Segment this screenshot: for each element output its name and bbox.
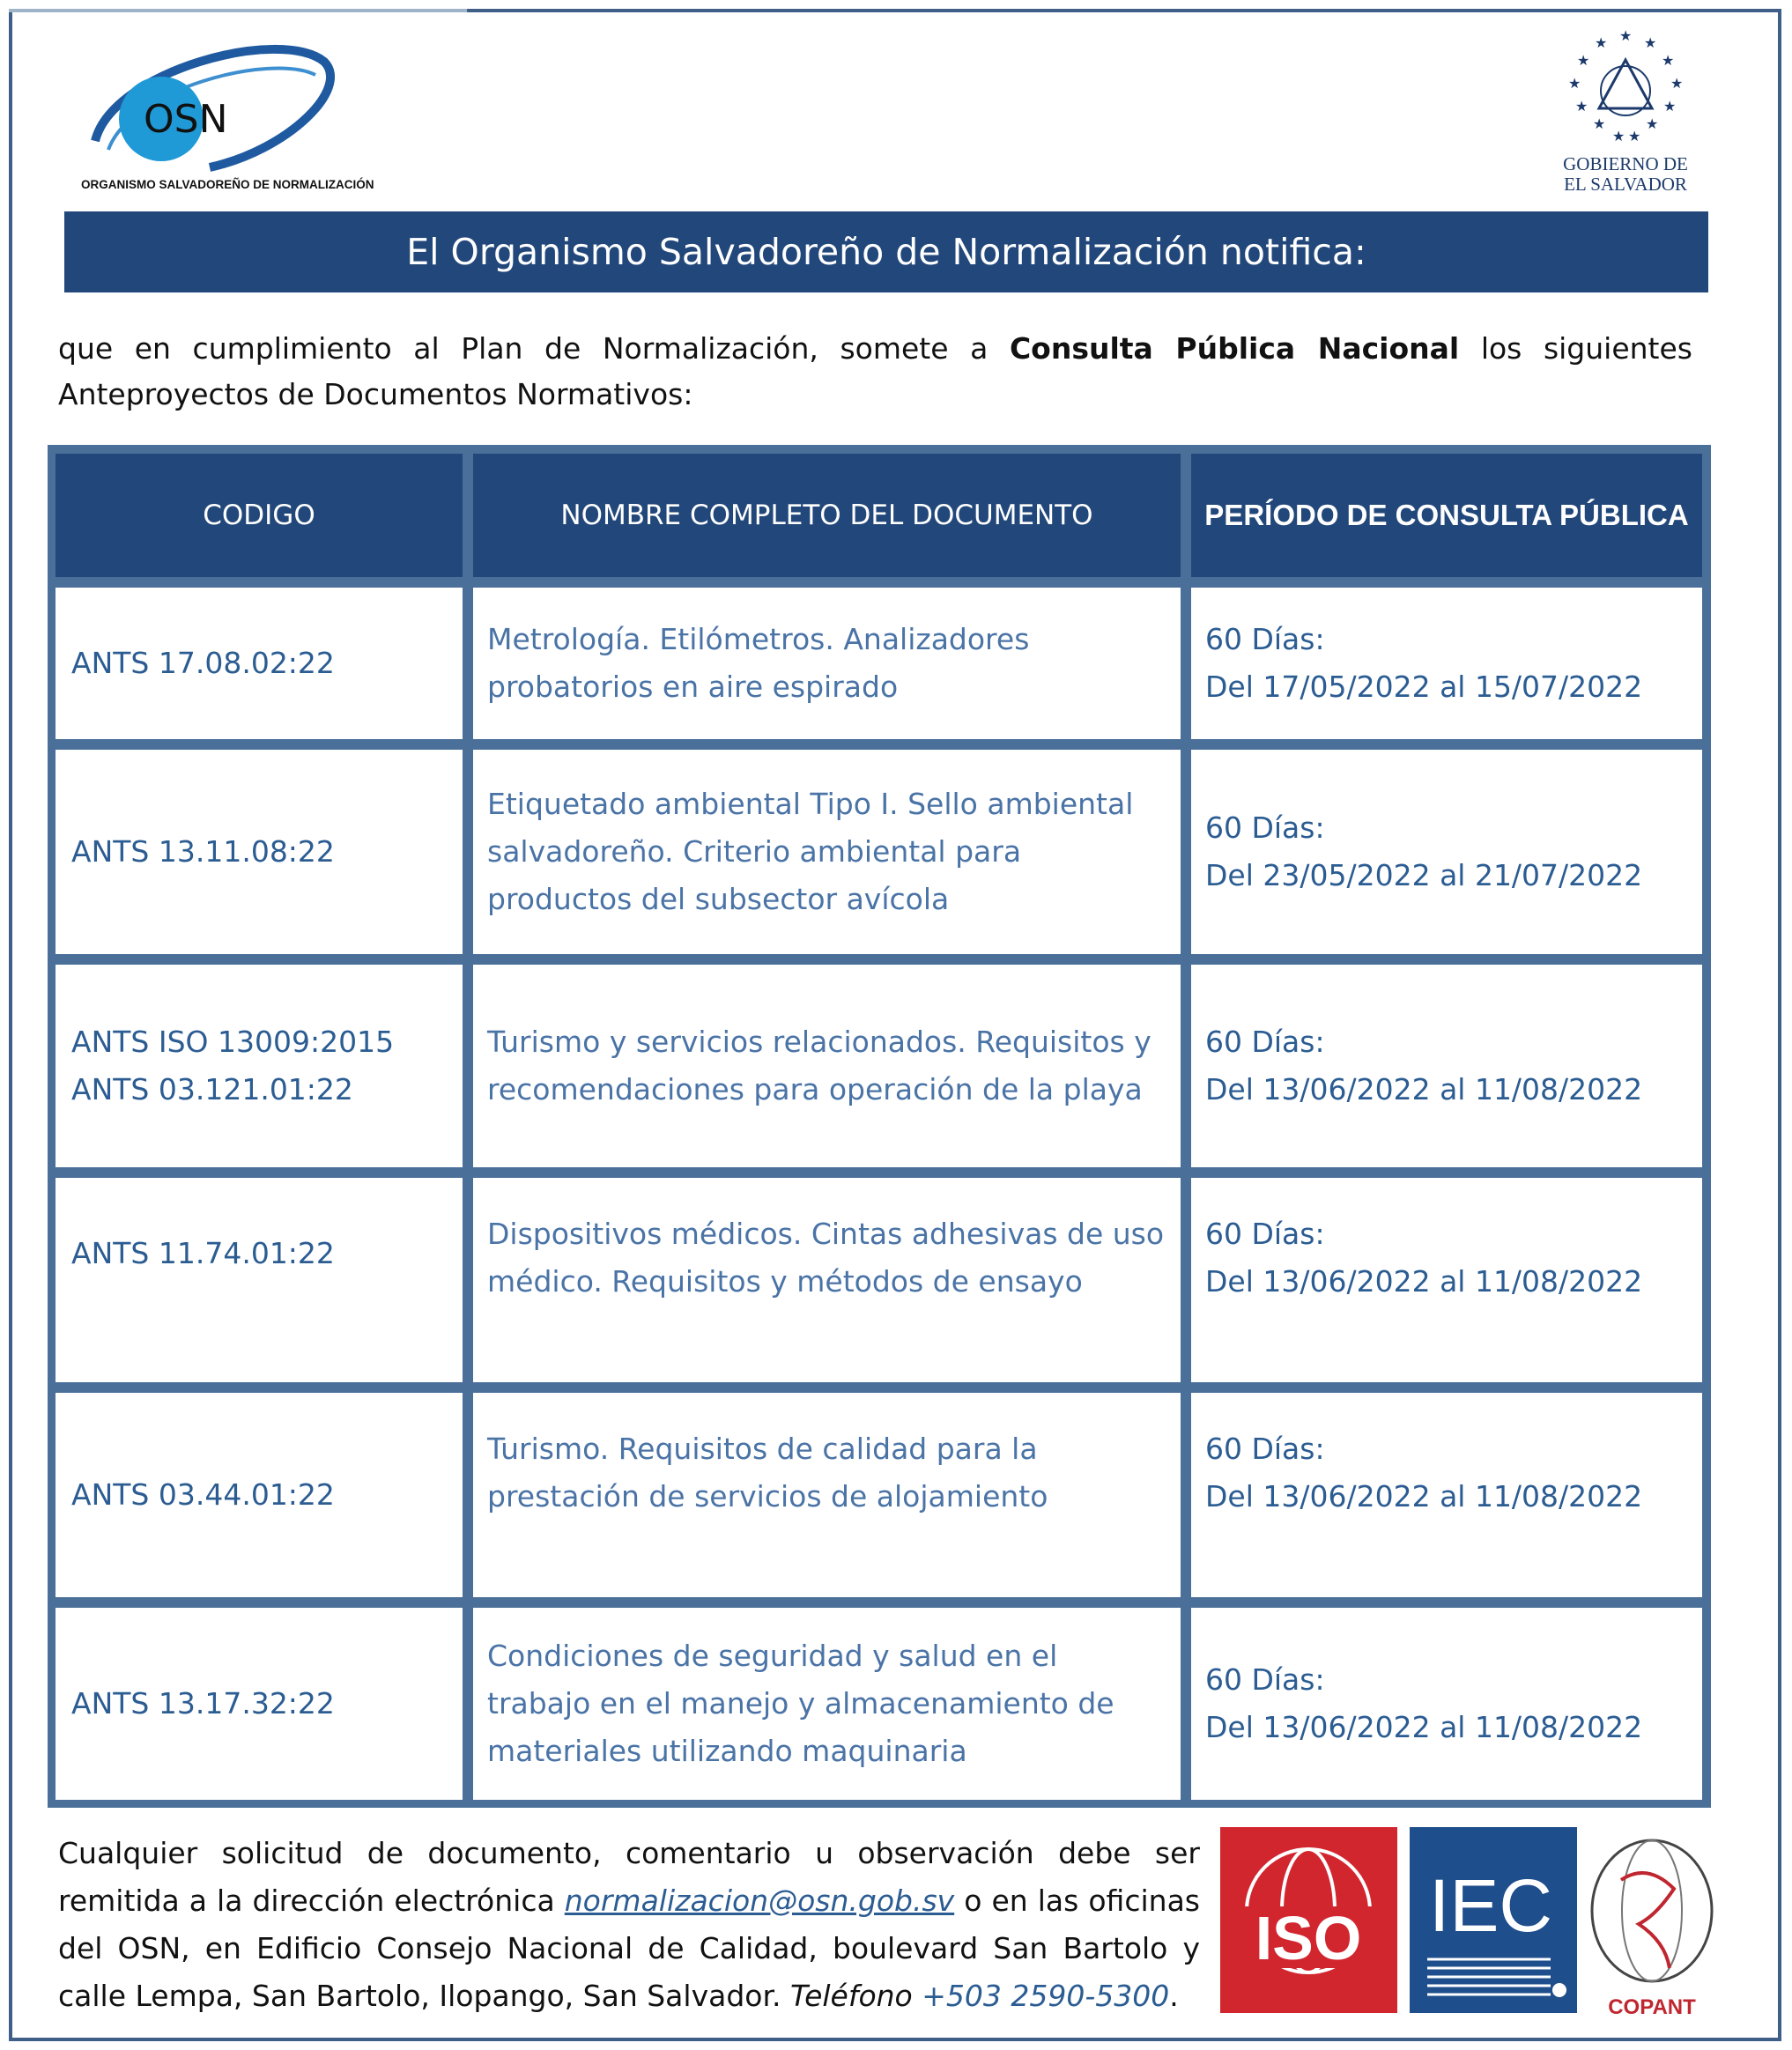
period-days: 60 Días:	[1205, 1217, 1325, 1251]
row-2-period	[1191, 750, 1702, 954]
footer-pre: Cualquier solicitud de documento, comentario u observación debe ser remitida a la dirección electrónica	[58, 1836, 1200, 1918]
code-line: ANTS 13.11.08:22	[71, 834, 335, 869]
code-line: ANTS 13.17.32:22	[71, 1686, 335, 1721]
doc-name: Metrología. Etilómetros. Analizadores probatorios en aire espirado	[487, 622, 1030, 704]
period-days: 60 Días:	[1205, 810, 1325, 845]
row-6-code	[56, 1608, 463, 1800]
row-5-code	[56, 1393, 463, 1597]
svg-text:★: ★	[1619, 27, 1633, 44]
code-line: ANTS 03.44.01:22	[71, 1477, 335, 1512]
header-nombre: NOMBRE COMPLETO DEL DOCUMENTO	[473, 454, 1181, 577]
copant-logo	[1586, 1827, 1718, 2021]
osn-logo-text: OSN	[144, 97, 228, 142]
row-1-period	[1191, 588, 1702, 739]
svg-text:★: ★	[1577, 52, 1590, 69]
row-6-name	[473, 1608, 1181, 1800]
phone-label: Teléfono	[789, 1979, 922, 2013]
doc-name: Turismo y servicios relacionados. Requisitos y recomendaciones para operación de la playa	[487, 1025, 1151, 1106]
iec-logo	[1410, 1827, 1577, 2013]
svg-text:★: ★	[1568, 75, 1581, 92]
svg-text:★: ★	[1593, 115, 1606, 132]
period-dates: Del 13/06/2022 al 11/08/2022	[1205, 1264, 1643, 1299]
email-link[interactable]: normalizacion@osn.gob.sv	[564, 1883, 955, 1918]
svg-text:★: ★	[1575, 98, 1588, 115]
row-6-period	[1191, 1608, 1702, 1800]
doc-name: Etiquetado ambiental Tipo I. Sello ambiental salvadoreño. Criterio ambiental para productos del subsector avícola	[487, 787, 1134, 916]
period-days: 60 Días:	[1205, 622, 1325, 656]
top-accent-line	[9, 9, 467, 12]
doc-name: Dispositivos médicos. Cintas adhesivas de uso médico. Requisitos y métodos de ensayo	[487, 1217, 1165, 1299]
gov-text-line2: EL SALVADOR	[1564, 174, 1687, 195]
row-2-code	[56, 750, 463, 954]
iso-logo	[1220, 1827, 1397, 2013]
period-dates: Del 17/05/2022 al 15/07/2022	[1205, 670, 1643, 704]
row-2-name	[473, 750, 1181, 954]
period-days: 60 Días:	[1205, 1025, 1325, 1059]
period-dates: Del 13/06/2022 al 11/08/2022	[1205, 1072, 1643, 1106]
row-4-name	[473, 1178, 1181, 1382]
intro-paragraph	[58, 326, 1692, 418]
row-3-code	[56, 965, 463, 1167]
row-5-name	[473, 1393, 1181, 1597]
header-codigo: CODIGO	[56, 454, 463, 577]
row-3-name	[473, 965, 1181, 1167]
row-5-period	[1191, 1393, 1702, 1597]
header-periodo: PERÍODO DE CONSULTA PÚBLICA	[1191, 454, 1702, 577]
osn-logo	[78, 35, 395, 194]
gov-text	[1537, 154, 1714, 195]
svg-text:★: ★	[1662, 52, 1675, 69]
row-3-period	[1191, 965, 1702, 1167]
row-1-name	[473, 588, 1181, 739]
row-1-code	[56, 588, 463, 739]
code-line: ANTS 17.08.02:22	[71, 646, 335, 680]
osn-caption: ORGANISMO SALVADOREÑO DE NORMALIZACIÓN	[81, 178, 374, 191]
code-line-2: ANTS 03.121.01:22	[71, 1072, 353, 1106]
footer-mid: o en las oficinas del OSN, en Edificio Consejo Nacional de Calidad, boulevard San Bartolo y calle Lempa, San Bartolo, Ilopango, San Salvador.	[58, 1883, 1200, 2013]
period-dates: Del 23/05/2022 al 21/07/2022	[1205, 858, 1643, 892]
code-line: ANTS ISO 13009:2015	[71, 1025, 395, 1059]
copant-logo-text: COPANT	[1608, 1995, 1696, 2019]
svg-text:★: ★	[1663, 98, 1677, 115]
svg-text:★: ★	[1612, 128, 1625, 144]
consultation-table	[48, 445, 1711, 1808]
iec-logo-text: IEC	[1428, 1864, 1553, 1947]
period-dates: Del 13/06/2022 al 11/08/2022	[1205, 1479, 1643, 1513]
row-4-code	[56, 1178, 463, 1382]
phone-end: .	[1169, 1979, 1179, 2013]
svg-text:★: ★	[1646, 115, 1659, 132]
svg-text:★: ★	[1628, 128, 1641, 144]
gov-text-line1: GOBIERNO DE	[1563, 153, 1688, 174]
period-days: 60 Días:	[1205, 1662, 1325, 1697]
intro-bold: Consulta Pública Nacional	[1009, 331, 1460, 366]
footer-contact	[58, 1830, 1200, 2020]
period-dates: Del 13/06/2022 al 11/08/2022	[1205, 1710, 1643, 1744]
svg-text:★: ★	[1644, 34, 1657, 51]
intro-pre: que en cumplimiento al Plan de Normalización, somete a	[58, 331, 1010, 366]
phone-number[interactable]: +503 2590-5300	[922, 1979, 1170, 2013]
row-4-period	[1191, 1178, 1702, 1382]
period-days: 60 Días:	[1205, 1432, 1325, 1466]
intro-post: los siguientes Anteproyectos de Documentos Normativos:	[58, 331, 1692, 411]
doc-name: Turismo. Requisitos de calidad para la prestación de servicios de alojamiento	[487, 1432, 1048, 1513]
notice-banner: El Organismo Salvadoreño de Normalización notifica:	[64, 211, 1708, 292]
svg-text:★: ★	[1670, 75, 1684, 92]
gov-seal-icon	[1559, 25, 1692, 152]
doc-name: Condiciones de seguridad y salud en el trabajo en el manejo y almacenamiento de materiales utilizando maquinaria	[487, 1639, 1114, 1768]
code-line: ANTS 11.74.01:22	[71, 1236, 335, 1270]
iso-logo-text: ISO	[1255, 1904, 1362, 1972]
svg-text:★: ★	[1595, 34, 1608, 51]
